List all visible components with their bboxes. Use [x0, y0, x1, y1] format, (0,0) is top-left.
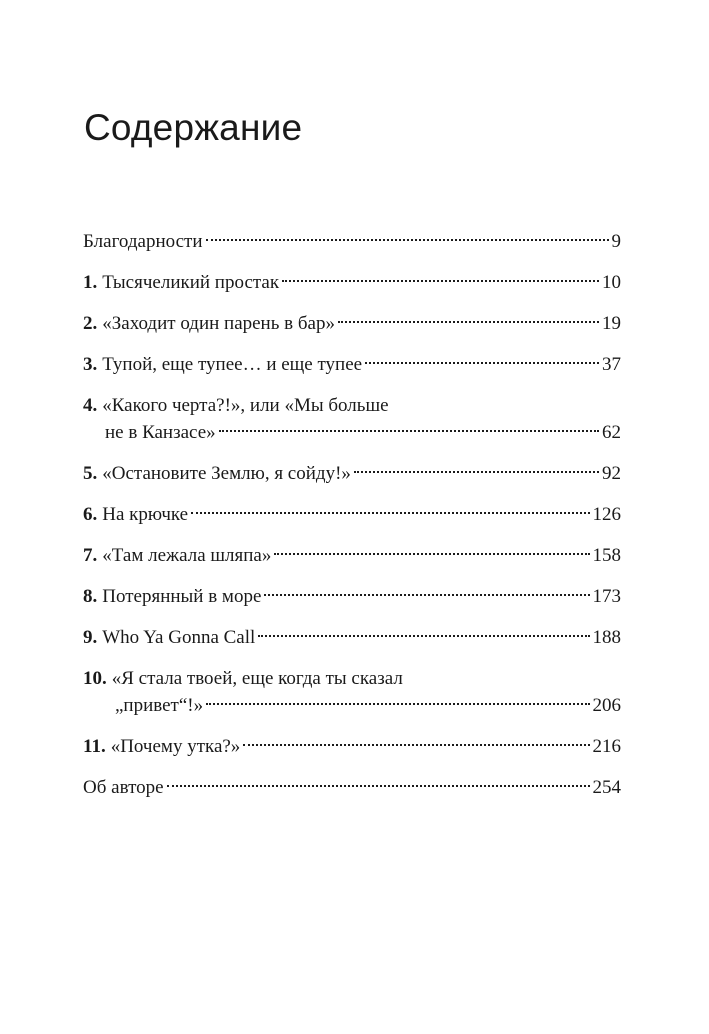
- toc-entry-title: «Там лежала шляпа»: [102, 545, 272, 566]
- toc-page-number: 62: [602, 422, 621, 443]
- toc-page-number: 173: [592, 586, 621, 607]
- toc-entry-chapter-5[interactable]: [83, 460, 621, 487]
- toc-entry-title: Who Ya Gonna Call: [102, 627, 256, 648]
- toc-chapter-number: 2.: [83, 313, 98, 334]
- toc-page-number: 37: [602, 354, 621, 375]
- toc-entry-title: «Какого черта?!», или «Мы больше: [102, 395, 389, 416]
- toc-entry-title: На крючке: [102, 504, 189, 525]
- dot-leader: [167, 785, 590, 787]
- toc-line: [83, 624, 621, 651]
- toc-page-number: 19: [602, 313, 621, 334]
- toc-chapter-number: 5.: [83, 463, 98, 484]
- toc-entry-chapter-1[interactable]: [83, 269, 621, 296]
- toc-line-continuation: [83, 419, 621, 446]
- toc-chapter-number: 7.: [83, 545, 98, 566]
- toc-entry-title: «Почему утка?»: [110, 736, 241, 757]
- toc-chapter-number: 3.: [83, 354, 98, 375]
- toc-page-number: 254: [592, 777, 621, 798]
- toc-entry-title: «Остановите Землю, я сойду!»: [102, 463, 351, 484]
- toc-line: [83, 392, 621, 419]
- toc-entry-title: Потерянный в море: [102, 586, 262, 607]
- dot-leader: [258, 635, 589, 637]
- dot-leader: [354, 471, 599, 473]
- toc-line: [83, 501, 621, 528]
- toc-chapter-number: 4.: [83, 395, 98, 416]
- toc-page-number: 158: [592, 545, 621, 566]
- toc-page-number: 92: [602, 463, 621, 484]
- toc-line: [83, 542, 621, 569]
- toc-page-number: 126: [592, 504, 621, 525]
- dot-leader: [365, 362, 599, 364]
- table-of-contents: [83, 228, 621, 801]
- toc-line: [83, 774, 621, 801]
- toc-chapter-number: 11.: [83, 736, 106, 757]
- toc-entry-chapter-3[interactable]: [83, 351, 621, 378]
- toc-entry-chapter-7[interactable]: [83, 542, 621, 569]
- toc-chapter-number: 10.: [83, 668, 107, 689]
- toc-chapter-number: 1.: [83, 272, 98, 293]
- toc-entry-title: Благодарности: [83, 231, 203, 252]
- dot-leader: [282, 280, 599, 282]
- toc-chapter-number: 9.: [83, 627, 98, 648]
- toc-entry-chapter-6[interactable]: [83, 501, 621, 528]
- toc-page-number: 206: [592, 695, 621, 716]
- toc-entry-title: «Заходит один парень в бар»: [102, 313, 335, 334]
- dot-leader: [191, 512, 589, 514]
- toc-entry-about-author[interactable]: [83, 774, 621, 801]
- toc-entry-title: Тысячеликий простак: [102, 272, 280, 293]
- toc-entry-chapter-9[interactable]: [83, 624, 621, 651]
- toc-line: [83, 351, 621, 378]
- toc-line: [83, 228, 621, 255]
- toc-chapter-number: 8.: [83, 586, 98, 607]
- toc-page-number: 9: [611, 231, 621, 252]
- toc-entry-title-continued: не в Канзасе»: [105, 422, 216, 443]
- dot-leader: [338, 321, 599, 323]
- toc-entry-chapter-2[interactable]: [83, 310, 621, 337]
- toc-page-number: 188: [592, 627, 621, 648]
- toc-entry-title: «Я стала твоей, еще когда ты сказал: [111, 668, 403, 689]
- toc-line-continuation: [83, 692, 621, 719]
- toc-line: [83, 269, 621, 296]
- toc-entry-title: Тупой, еще тупее… и еще тупее: [102, 354, 363, 375]
- toc-entry-title: Об авторе: [83, 777, 164, 798]
- toc-line: [83, 733, 621, 760]
- toc-entry-chapter-4[interactable]: [83, 392, 621, 446]
- toc-line: [83, 460, 621, 487]
- toc-page-number: 216: [592, 736, 621, 757]
- dot-leader: [274, 553, 589, 555]
- page-title: Содержание: [84, 107, 303, 148]
- toc-chapter-number: 6.: [83, 504, 98, 525]
- toc-line: [83, 310, 621, 337]
- toc-line: [83, 583, 621, 610]
- toc-line: [83, 665, 621, 692]
- toc-entry-title-continued: „привет“!»: [115, 695, 204, 716]
- dot-leader: [206, 703, 589, 705]
- dot-leader: [219, 430, 599, 432]
- dot-leader: [243, 744, 589, 746]
- dot-leader: [264, 594, 589, 596]
- toc-entry-chapter-11[interactable]: [83, 733, 621, 760]
- toc-page-number: 10: [602, 272, 621, 293]
- toc-entry-chapter-8[interactable]: [83, 583, 621, 610]
- toc-entry-chapter-10[interactable]: [83, 665, 621, 719]
- dot-leader: [206, 239, 609, 241]
- toc-entry-acknowledgements[interactable]: [83, 228, 621, 255]
